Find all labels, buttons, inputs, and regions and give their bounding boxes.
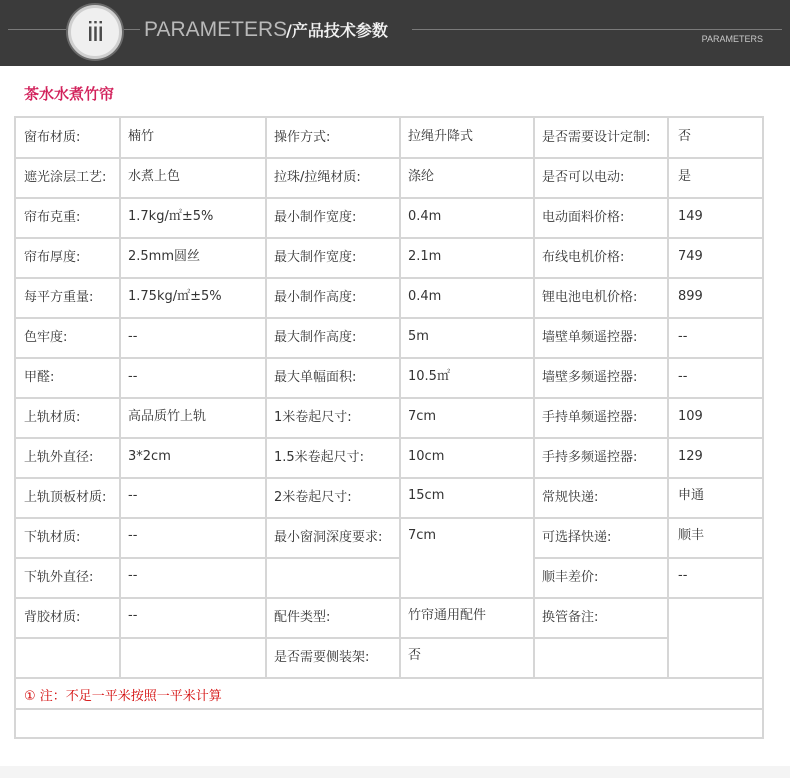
spec-value: 1.7kg/㎡±5% — [128, 209, 214, 224]
spec-value: 1.75kg/㎡±5% — [128, 289, 222, 304]
header-rule-mid — [124, 29, 140, 30]
spec-label: 墙壁多频遥控器: — [542, 370, 638, 385]
row-divider — [16, 437, 762, 439]
spec-table — [14, 116, 764, 739]
row-divider — [16, 277, 762, 279]
row-divider — [16, 157, 762, 159]
spec-label: 1米卷起尺寸: — [274, 410, 352, 425]
spec-label: 是否需要侧装架: — [274, 650, 370, 665]
row-divider — [16, 477, 762, 479]
spec-label: 可选择快递: — [542, 530, 612, 545]
spec-label: 背胶材质: — [24, 610, 81, 625]
spec-label: 2米卷起尺寸: — [274, 490, 352, 505]
header-right-label: PARAMETERS — [701, 34, 763, 44]
row-divider — [16, 237, 762, 239]
spec-value: 楠竹 — [128, 129, 155, 144]
spec-label: 墙壁单频遥控器: — [542, 330, 638, 345]
spec-value: 水煮上色 — [128, 169, 181, 184]
spec-label: 最小制作高度: — [274, 290, 357, 305]
spec-label: 上轨顶板材质: — [24, 490, 107, 505]
spec-value: 拉绳升降式 — [408, 129, 474, 144]
row-divider — [16, 557, 400, 559]
spec-value: 749 — [678, 249, 703, 264]
spec-value: 0.4m — [408, 289, 442, 304]
spec-label: 锂电池电机价格: — [542, 290, 638, 305]
header-rule-right — [412, 29, 782, 30]
spec-value: -- — [128, 608, 138, 623]
row-divider — [534, 557, 762, 559]
spec-label: 最小制作宽度: — [274, 210, 357, 225]
spec-label: 窗布材质: — [24, 130, 81, 145]
spec-value: 2.5mm圆丝 — [128, 249, 201, 264]
spec-label: 配件类型: — [274, 610, 331, 625]
spec-value: -- — [128, 488, 138, 503]
spec-value: -- — [678, 329, 688, 344]
spec-label: 最大单幅面积: — [274, 370, 357, 385]
spec-value: 7cm — [408, 409, 437, 424]
spec-value: -- — [128, 369, 138, 384]
spec-label: 最大制作宽度: — [274, 250, 357, 265]
spec-value: 0.4m — [408, 209, 442, 224]
spec-label: 每平方重量: — [24, 290, 94, 305]
parameters-header — [0, 0, 790, 66]
row-divider — [16, 517, 762, 519]
spec-label: 手持多频遥控器: — [542, 450, 638, 465]
row-divider — [16, 397, 762, 399]
spec-label: 甲醛: — [24, 370, 55, 385]
spec-value: 109 — [678, 409, 703, 424]
spec-label: 操作方式: — [274, 130, 331, 145]
spec-label: 色牢度: — [24, 330, 68, 345]
spec-value: 149 — [678, 209, 703, 224]
spec-label: 下轨材质: — [24, 530, 81, 545]
spec-value: 涤纶 — [408, 169, 435, 184]
spec-label: 下轨外直径: — [24, 570, 94, 585]
spec-value: 2.1m — [408, 249, 442, 264]
spec-label: 是否可以电动: — [542, 170, 625, 185]
spec-value: -- — [128, 528, 138, 543]
footnote: ① 注：不足一平米按照一平米计算 — [24, 689, 222, 704]
spec-value: 申通 — [678, 488, 705, 503]
spec-value: 129 — [678, 449, 703, 464]
spec-value: 竹帘通用配件 — [408, 608, 487, 623]
product-title: 茶水水煮竹帘 — [24, 85, 115, 103]
row-divider — [16, 317, 762, 319]
row-divider — [16, 637, 668, 639]
spec-label: 帘布克重: — [24, 210, 81, 225]
spec-value: 10cm — [408, 449, 445, 464]
row-divider — [16, 597, 762, 599]
spec-label: 最大制作高度: — [274, 330, 357, 345]
spec-label: 拉珠/拉绳材质: — [274, 170, 361, 185]
spec-label: 上轨外直径: — [24, 450, 94, 465]
spec-value: 899 — [678, 289, 703, 304]
spec-value: 否 — [678, 129, 692, 144]
spec-value: 15cm — [408, 488, 445, 503]
spec-label: 常规快递: — [542, 490, 599, 505]
spec-label: 上轨材质: — [24, 410, 81, 425]
spec-value: -- — [128, 329, 138, 344]
spec-value: 高品质竹上轨 — [128, 409, 207, 424]
spec-label: 顺丰差价: — [542, 570, 599, 585]
spec-label: 1.5米卷起尺寸: — [274, 450, 365, 465]
spec-label: 最小窗洞深度要求: — [274, 530, 383, 545]
spec-label: 是否需要设计定制: — [542, 130, 651, 145]
spec-label: 帘布厚度: — [24, 250, 81, 265]
spec-label: 遮光涂层工艺: — [24, 170, 107, 185]
row-divider — [16, 197, 762, 199]
spec-label: 换管备注: — [542, 610, 599, 625]
parameters-badge-icon: iii — [68, 5, 122, 59]
spec-value: -- — [678, 369, 688, 384]
row-divider — [16, 357, 762, 359]
spec-value: 否 — [408, 648, 422, 663]
spec-value: 10.5㎡ — [408, 369, 450, 384]
spec-value: 顺丰 — [678, 528, 705, 543]
spec-value: 3*2cm — [128, 449, 171, 464]
spec-label: 手持单频遥控器: — [542, 410, 638, 425]
spec-value: 5m — [408, 329, 429, 344]
header-title-en: PARAMETERS — [144, 18, 288, 41]
spec-value: 7cm — [408, 528, 437, 543]
spec-value: 是 — [678, 169, 692, 184]
header-rule-left — [8, 29, 66, 30]
spec-label: 电动面料价格: — [542, 210, 625, 225]
spec-value: -- — [128, 568, 138, 583]
spec-label: 布线电机价格: — [542, 250, 625, 265]
bottom-fade — [0, 766, 790, 778]
spec-value: -- — [678, 568, 688, 583]
header-title-cn: /产品技术参数 — [286, 21, 388, 40]
